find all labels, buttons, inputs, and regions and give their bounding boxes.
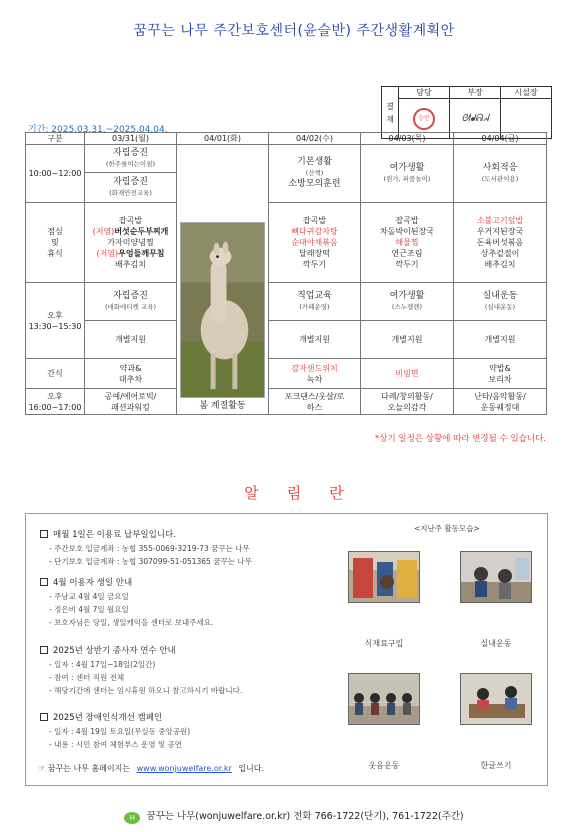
checkbox-icon xyxy=(40,578,48,586)
checkbox-icon xyxy=(40,713,48,721)
approval-signature-manager: ᘛᖱᕱᖽ xyxy=(450,99,501,139)
fri-afternoon-2: 개별지원 xyxy=(454,321,547,359)
pointing-hand-icon: ☞ xyxy=(38,764,46,773)
time-afternoon: 오후 13:30~15:30 xyxy=(26,283,85,359)
mon-lunch-item: 배추김치 xyxy=(115,260,146,269)
thu-afternoon-1: 여가생활 (스누젤렌) xyxy=(361,283,454,321)
header-mon: 03/31(월) xyxy=(85,133,177,145)
checkbox-icon xyxy=(40,530,48,538)
notice-birthday: 4월 이용자 생일 안내 - 주남교 4월 4일 금요일 - 정은비 4월 7일 월요일 - 보호자님은 당일, 생일케익을 센터로 보내주세요. xyxy=(40,576,213,629)
photo-indoor-exercise xyxy=(460,551,532,603)
mon-lunch-item: 가자미양념찜 xyxy=(107,238,154,247)
approval-side-label: 결 재 xyxy=(382,87,399,139)
approval-stamp-staff: 승인 xyxy=(399,99,450,139)
header-wed: 04/02(수) xyxy=(269,133,361,145)
mon-lunch-item: (저염)우엉들깨무침 xyxy=(96,249,165,258)
time-morning: 10:00~12:00 xyxy=(26,145,85,203)
thu-snack: 비빔면 xyxy=(361,359,454,389)
homepage-line: ☞ 꿈꾸는 나무 홈페이지는 www.wonjuwelfare.or.kr 입니다. xyxy=(38,764,265,773)
mon-late: 공예/에어로빅/ 패션과워킹 xyxy=(85,389,177,415)
schedule-change-note: *상기 일정은 상황에 따라 변경될 수 있습니다. xyxy=(375,434,546,444)
wed-snack: 감자샌드위치 녹차 xyxy=(269,359,361,389)
wed-lunch: 잡곡밥 뼈다귀감자탕 순대야채볶음 달래장떡 깍두기 xyxy=(269,203,361,283)
header-tue: 04/01(화) xyxy=(177,133,269,145)
fri-afternoon-1: 실내운동 (실내운동) xyxy=(454,283,547,321)
photo-caption: 한글쓰기 xyxy=(480,761,512,770)
mon-lunch-item: 잡곡밥 xyxy=(118,216,143,225)
approval-header-director: 시설장 xyxy=(501,87,552,99)
photo-caption: 식재료구입 xyxy=(364,639,404,648)
header-thu: 04/03(목) xyxy=(361,133,454,145)
mon-morning-2: 자립증진 (화재안전교육) xyxy=(85,173,177,203)
thu-afternoon-2: 개별지원 xyxy=(361,321,454,359)
wed-late: 포크댄스/웃살/로 하스 xyxy=(269,389,361,415)
center-logo-icon: H xyxy=(124,812,140,824)
footer: H 꿈꾸는 나무(wonjuwelfare.or.kr) 전화 766-1722(단기), 761-1722(주간) xyxy=(0,808,588,824)
checkbox-icon xyxy=(40,646,48,654)
fri-late: 난타/음악활동/ 운동퀘정대 xyxy=(454,389,547,415)
photo-caption: 웃음운동 xyxy=(368,761,400,770)
thu-lunch: 잡곡밥 차돌박이된장국 해물찜 연근조림 깍두기 xyxy=(361,203,454,283)
notice-title: 알림란 xyxy=(244,484,372,502)
llama-photo xyxy=(180,222,265,398)
photo-laughter xyxy=(348,673,420,725)
mon-snack: 약과& 대추차 xyxy=(85,359,177,389)
mon-afternoon-2: 개별지원 xyxy=(85,321,177,359)
header-category: 구분 xyxy=(26,133,85,145)
page-title: 꿈꾸는 나무 주간보호센터(윤슬반) 주간생활계획안 xyxy=(133,23,455,39)
approval-header-manager: 부장 xyxy=(450,87,501,99)
thu-morning: 여가생활 (윈가, 퍼즐놀이) xyxy=(361,145,454,203)
wed-morning: 기본생활 (산책) 소방모의훈련 xyxy=(269,145,361,203)
photos-title: <지난주 활동모습> xyxy=(414,524,480,533)
notice-training: 2025년 상반기 종사자 연수 안내 - 일자 : 4월 17일~18일(2일간) - 참여 : 센터 직원 전체 - 해당기간에 센터는 임시휴원 하오니 참고하시기 바랍니다. xyxy=(40,644,242,697)
mon-morning-1: 자립증진 (한주를여는이침) xyxy=(85,145,177,173)
fri-lunch: 소불고기덮밥 우거지된장국 돈육버섯볶음 상추겉절이 배추김치 xyxy=(454,203,547,283)
fri-snack: 약밥& 보리차 xyxy=(454,359,547,389)
photo-grocery xyxy=(348,551,420,603)
approval-header-staff: 담당 xyxy=(399,87,450,99)
fri-morning: 사회적응 (도서관이용) xyxy=(454,145,547,203)
wed-afternoon-2: 개별지원 xyxy=(269,321,361,359)
time-lunch: 점심 및 휴식 xyxy=(26,203,85,283)
notice-box xyxy=(25,513,548,786)
homepage-link[interactable]: www.wonjuwelfare.or.kr xyxy=(136,764,232,773)
photo-caption: 실내운동 xyxy=(480,639,512,648)
mon-lunch-item: (저염)버섯순두부찌개 xyxy=(92,227,169,236)
wed-afternoon-1: 직업교육 (카페운영) xyxy=(269,283,361,321)
time-late: 오후 16:00~17:00 xyxy=(26,389,85,415)
notice-payment: 매월 1일은 이용료 납부일입니다. - 주간보호 입금계좌 : 농협 355-0069-3219-73 꿈꾸는 나무 - 단기보호 입금계좌 : 농협 307099-51-051365 꿈꾸는 나무 xyxy=(40,528,252,568)
schedule-period: 기간: 2025.03.31.~2025.04.04. xyxy=(28,125,168,135)
time-snack: 간식 xyxy=(26,359,85,389)
photo-hangul-writing xyxy=(460,673,532,725)
mon-lunch xyxy=(85,203,177,283)
tue-activity-cell: 봄 계절활동 xyxy=(177,145,269,415)
notice-campaign: 2025년 장애인식개선 캠페인 - 일자 : 4월 19일 토요일(무실동 중앙공원) - 내용 : 시민 참여 체험부스 운영 및 공연 xyxy=(40,711,190,751)
mon-afternoon-1: 자립증진 (대화에티켓 교육) xyxy=(85,283,177,321)
schedule-table xyxy=(25,132,547,415)
thu-late: 다례/창의활동/ 오늘의감각 xyxy=(361,389,454,415)
header-fri: 04/04(금) xyxy=(454,133,547,145)
